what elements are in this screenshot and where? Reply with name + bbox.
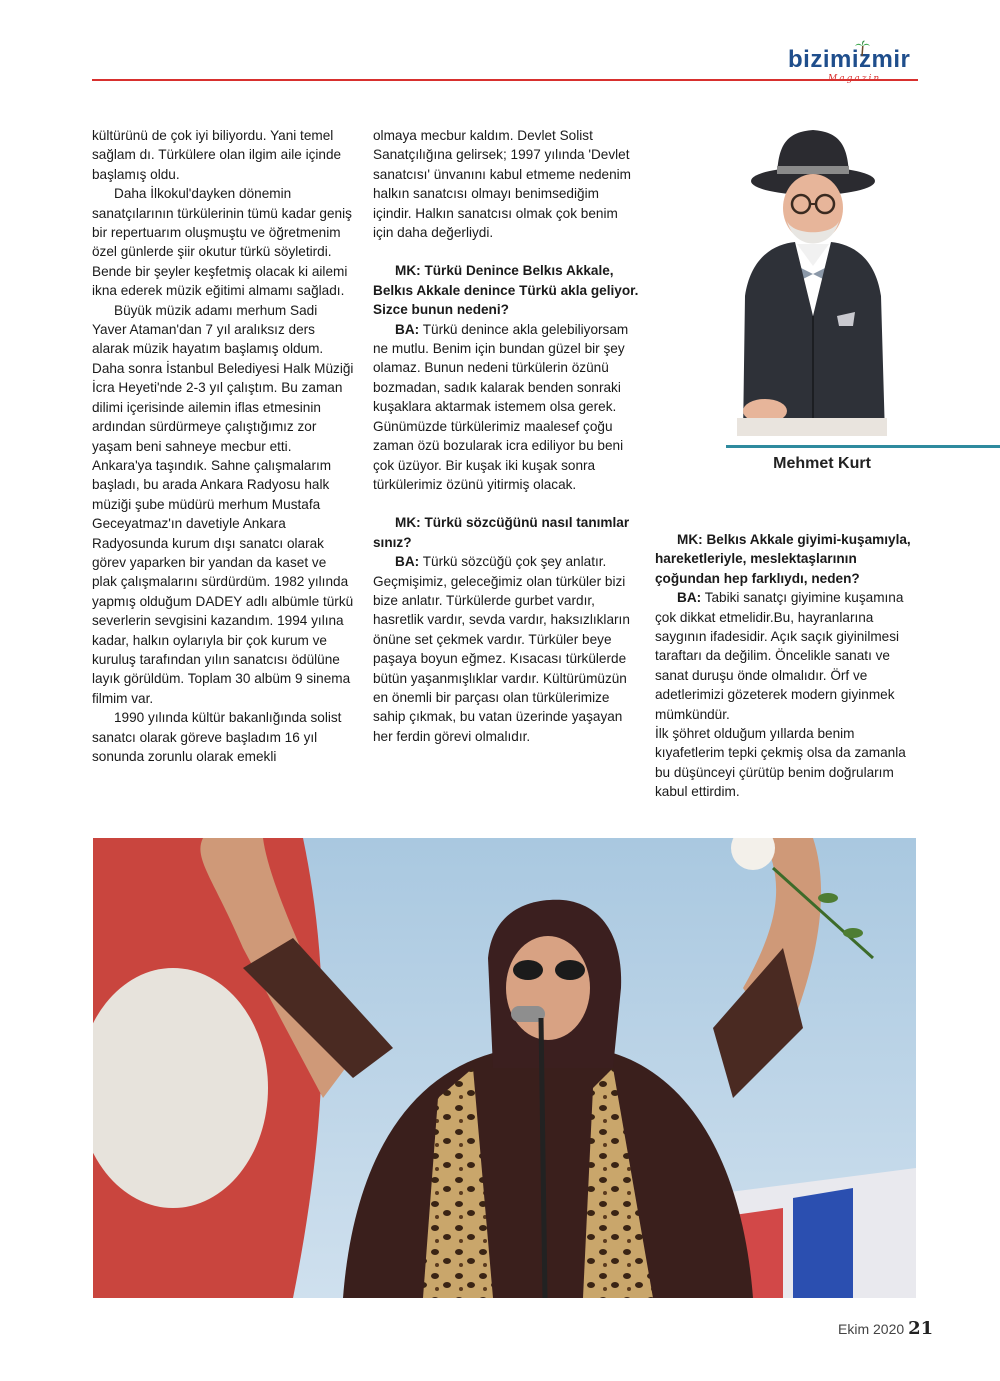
answer-text: Tabiki sanatçı giyimine kuşamına çok dikkat etmelidir.Bu, hayranlarına saygının ifadesidir. Açık saçık giyinilmesi taraftarı da değilim. Öncelikle sanatı ve sanat duruşu önde olmalıdır. Örf ve adetlerimizi gözeterek modern giyinmek mümkündür.: [655, 590, 904, 722]
portrait-caption: Mehmet Kurt: [773, 455, 871, 472]
interview-question: MK: Türkü Denince Belkıs Akkale, Belkıs Akkale denince Türkü akla geliyor. Sizce bunun nedeni?: [373, 263, 639, 318]
magazine-logo[interactable]: [788, 46, 923, 96]
palm-tree-icon: [854, 40, 870, 56]
paragraph: Daha İlkokul'dayken dönemin sanatçılarının türkülerinin tümü kadar geniş bir repertuarım oluşmuştu ve öğretmenim özel günlerde şiir okutur türkü söyletirdi. Bende bir şeyler keşfetmiş olacak ki ailemi ikna ederek müzik eğitimi almamı sağladı.: [92, 186, 352, 299]
article-column-1: [92, 126, 354, 766]
article-column-2: [373, 126, 639, 746]
interview-answer: [373, 320, 639, 495]
interview-answer: [373, 552, 639, 746]
article-column-3: [655, 530, 917, 802]
interview-answer: [655, 588, 917, 724]
answer-text: Türkü denince akla gelebiliyorsam ne mutlu. Benim için bundan güzel bir şey olamaz. Bunun nedeni türkülerin özünü bozmadan, sadık kalarak benden sonraki kuşaklara aktarmak istemem olsa gerek. Günümüzde türkülerimiz maalesef çoğu zaman özü bozularak icra ediliyor bu beni çok üzüyor. Bir kuşak iki kuşak sonra türkülerimiz özünü yitirmiş olacak.: [373, 321, 629, 492]
answer-label: BA:: [677, 590, 702, 606]
answer-label: BA:: [395, 554, 420, 570]
concert-photo: [93, 838, 916, 1298]
logo-main-text: bizim: [788, 46, 852, 73]
interview-question: MK: Türkü sözcüğünü nasıl tanımlar sınız?: [373, 515, 630, 550]
answer-label: BA:: [395, 321, 420, 337]
logo-accent-text: izmir: [851, 46, 911, 73]
paragraph: kültürünü de çok iyi biliyordu. Yani temel sağlam dı. Türkülere olan ilgim aile içinde başlamış oldu.: [92, 128, 342, 182]
interview-question: MK: Belkıs Akkale giyimi-kuşamıyla, hareketleriyle, meslektaşlarının çoğundan hep farklıydı, neden?: [655, 532, 911, 586]
portrait-photo: [725, 126, 901, 436]
logo-subtitle: Magazin: [828, 74, 882, 84]
paragraph: İlk şöhret olduğum yıllarda benim kıyafetlerim tepki çekmiş olsa da zamanla bu düşünceyi çürütüp benim doğrularım kabul ettirdim.: [655, 726, 906, 800]
caption-rule: [726, 445, 1000, 448]
issue-date: Ekim 2020: [838, 1321, 905, 1337]
answer-text: Türkü sözcüğü çok şey anlatır. Geçmişimiz, geleceğimiz olan türküler bizi bize anlatır. Türkülerde gurbet vardır, hasretlik vardır, sevda vardır, haksızlıkların önüne set çekmek vardır. Türküler beye paşaya boyun eğmez. Kısacası türkülerde bütün yaşanmışlıklar vardır. Kültürümüzün en önemli bir parçası olan türkülerimize sahip çıkmak, bu vatan üzerinde yaşayan her ferdin görevi olmalıdır.: [373, 554, 630, 744]
paragraph: Büyük müzik adamı merhum Sadi Yaver Ataman'dan 7 yıl aralıksız ders alarak müzik hayatım başlamış oldum. Daha sonra İstanbul Belediyesi Halk Müziği İcra Heyeti'nde 2-3 yıl çalıştım. Bu zaman dilimi içerisinde ailemin iflas etmesinin ardından sürdürmeye çalıştığımız zor yaşam beni sahneye mecbur etti. Ankara'ya taşındık. Sahne çalışmalarım başladı, bu arada Ankara Radyosu halk müziği şube müdürü merhum Mustafa Geceyatmaz'ın davetiyle Ankara Radyosunda kurum dışı sanatcı olarak görev yaparken bir yandan da kaset ve plak çalışmalarını sürdürdüm. 1982 yılında yapmış olduğum DADEY adlı albümle türkü severlerin sevgisini kazandım. 1994 yılına kadar, halkın oylarıyla bir çok kurum ve kuruluş tarafından yılın sanatcısı ödülüne layık görüldüm. Toplam 30 albüm 9 sinema filmim var.: [92, 302, 354, 706]
page-number: 21: [908, 1318, 934, 1339]
page-footer: [838, 1318, 933, 1339]
paragraph: 1990 yılında kültür bakanlığında solist sanatcı olarak göreve başladım 16 yıl sonunda zorunlu olarak emekli: [92, 710, 342, 764]
paragraph: olmaya mecbur kaldım. Devlet Solist Sanatçılığına gelirsek; 1997 yılında 'Devlet sanatcısı' ünvanını kabul etmeme nedenim halkın sanatcısı olmayı benimsediğim içindir. Halkın sanatcısı olmak çok benim için daha değerliydi.: [373, 128, 632, 241]
